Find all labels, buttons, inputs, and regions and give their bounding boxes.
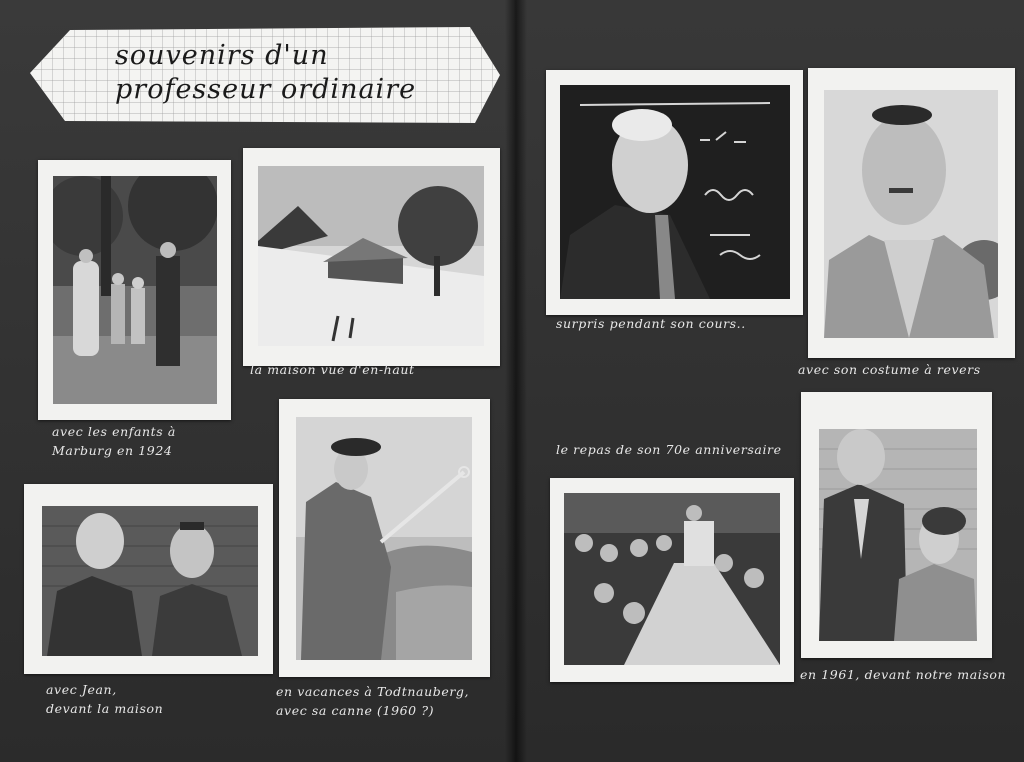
photo-1961	[801, 392, 992, 658]
photo-house-view	[243, 148, 500, 366]
book-gutter	[505, 0, 527, 762]
photo-children-marburg	[38, 160, 231, 420]
caption-line: Marburg en 1924	[52, 443, 173, 458]
album-title	[115, 39, 455, 107]
photo-image	[258, 166, 484, 346]
caption-1961: en 1961, devant notre maison	[800, 667, 1007, 682]
caption-line: avec les enfants à	[52, 424, 176, 439]
photo-image	[824, 90, 998, 338]
caption-line: devant la maison	[46, 701, 164, 716]
photo-with-jean	[24, 484, 273, 674]
photo-image	[819, 429, 977, 641]
caption-line: avec Jean,	[46, 682, 117, 697]
photo-vacation-todtnauberg	[279, 399, 490, 677]
photo-image	[560, 85, 790, 299]
photo-image	[53, 176, 217, 404]
caption-children-marburg	[52, 422, 176, 460]
title-tag	[30, 25, 500, 125]
caption-house-view: la maison vue d'en-haut	[250, 362, 415, 377]
photo-costume	[808, 68, 1015, 358]
caption-vacation-todtnauberg	[276, 682, 469, 720]
caption-costume: avec son costume à revers	[798, 362, 981, 377]
caption-lecture: surpris pendant son cours..	[556, 316, 746, 331]
photo-birthday-meal	[550, 478, 794, 682]
photo-image	[564, 493, 780, 665]
caption-birthday-meal: le repas de son 70e anniversaire	[556, 442, 782, 457]
title-line-1: souvenirs d'un	[115, 40, 329, 71]
title-line-2: professeur ordinaire	[115, 74, 417, 105]
caption-with-jean	[46, 680, 163, 718]
caption-line: en vacances à Todtnauberg,	[276, 684, 470, 699]
photo-lecture	[546, 70, 803, 315]
photo-image	[296, 417, 472, 660]
caption-line: avec sa canne (1960 ?)	[276, 703, 435, 718]
photo-image	[42, 506, 258, 656]
